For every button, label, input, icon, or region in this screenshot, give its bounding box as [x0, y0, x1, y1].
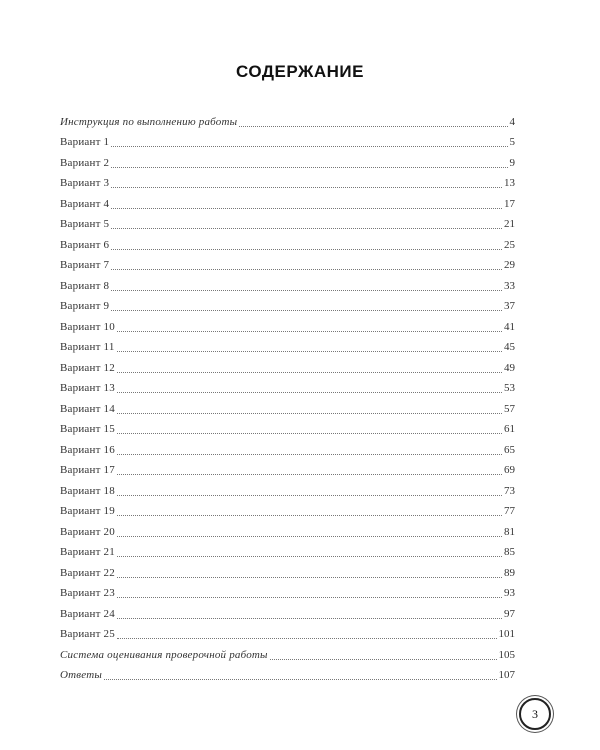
dot-leader	[104, 678, 497, 680]
dot-leader	[239, 125, 507, 127]
dot-leader	[111, 207, 502, 209]
toc-entry-label: Вариант 2	[60, 156, 110, 169]
toc-entry-label: Вариант 25	[60, 628, 115, 640]
toc-entry-label: Вариант 18	[60, 484, 115, 497]
table-of-contents	[60, 108, 515, 682]
toc-entry-page: 61	[504, 423, 515, 435]
toc-entry-page: 93	[504, 587, 515, 599]
dot-leader	[111, 309, 502, 311]
toc-entry-label: Вариант 12	[60, 361, 115, 374]
toc-entry-page: 49	[504, 361, 515, 374]
toc-entry	[60, 498, 515, 519]
toc-entry-page: 77	[504, 505, 515, 517]
toc-entry-label: Вариант 9	[60, 300, 110, 312]
dot-leader	[117, 514, 502, 516]
toc-entry	[60, 518, 515, 539]
toc-entry-page: 57	[504, 402, 515, 415]
dot-leader	[117, 330, 502, 332]
toc-entry-label: Вариант 14	[60, 402, 115, 415]
toc-entry-page: 4	[509, 115, 515, 128]
toc-entry-page: 101	[498, 628, 515, 640]
toc-entry-label: Вариант 4	[60, 197, 110, 210]
toc-entry	[60, 354, 515, 375]
toc-entry	[60, 559, 515, 580]
dot-leader	[111, 289, 502, 291]
toc-entry-label: Вариант 21	[60, 546, 115, 558]
toc-entry	[60, 641, 515, 662]
toc-entry	[60, 662, 515, 683]
page-number: 3	[532, 706, 538, 721]
toc-entry-page: 17	[504, 197, 515, 210]
dot-leader	[117, 371, 502, 373]
toc-entry	[60, 539, 515, 560]
toc-entry	[60, 457, 515, 478]
dot-leader	[111, 186, 502, 188]
toc-entry-label: Вариант 10	[60, 320, 115, 333]
toc-entry	[60, 375, 515, 396]
toc-entry-label: Вариант 20	[60, 525, 115, 538]
toc-entry	[60, 231, 515, 252]
toc-entry-page: 69	[504, 464, 515, 476]
toc-entry-page: 73	[504, 484, 515, 497]
toc-entry-label: Вариант 11	[60, 341, 115, 353]
page-number-badge	[519, 698, 551, 730]
toc-entry-page: 105	[498, 648, 515, 661]
dot-leader	[117, 555, 502, 557]
toc-entry-label: Вариант 7	[60, 259, 110, 271]
toc-entry-page: 107	[498, 669, 515, 681]
toc-entry-page: 29	[504, 259, 515, 271]
toc-entry	[60, 293, 515, 314]
toc-entry	[60, 108, 515, 129]
toc-entry-label: Вариант 22	[60, 566, 115, 579]
toc-entry-label: Инструкция по выполнению работы	[60, 115, 238, 128]
toc-entry-page: 85	[504, 546, 515, 558]
toc-entry-page: 53	[504, 382, 515, 394]
dot-leader	[117, 494, 502, 496]
dot-leader	[111, 145, 507, 147]
toc-entry	[60, 252, 515, 273]
dot-leader	[111, 268, 502, 270]
toc-entry-page: 41	[504, 320, 515, 333]
toc-entry	[60, 190, 515, 211]
toc-entry-label: Вариант 13	[60, 382, 115, 394]
dot-leader	[117, 473, 502, 475]
toc-entry-label: Вариант 23	[60, 587, 115, 599]
toc-entry-page: 5	[509, 136, 515, 148]
toc-entry-page: 13	[504, 177, 515, 189]
toc-entry-label: Вариант 3	[60, 177, 110, 189]
toc-entry	[60, 129, 515, 150]
dot-leader	[117, 391, 502, 393]
dot-leader	[111, 227, 502, 229]
toc-entry	[60, 477, 515, 498]
toc-entry	[60, 580, 515, 601]
toc-entry	[60, 416, 515, 437]
toc-entry-label: Вариант 19	[60, 505, 115, 517]
toc-entry-label: Система оценивания проверочной работы	[60, 648, 268, 661]
dot-leader	[117, 576, 502, 578]
dot-leader	[117, 535, 502, 537]
toc-entry	[60, 621, 515, 642]
toc-entry-label: Вариант 24	[60, 607, 115, 620]
dot-leader	[117, 637, 497, 639]
toc-entry-page: 97	[504, 607, 515, 620]
toc-entry-page: 45	[504, 341, 515, 353]
dot-leader	[117, 432, 502, 434]
toc-entry	[60, 334, 515, 355]
toc-entry	[60, 436, 515, 457]
dot-leader	[270, 658, 497, 660]
toc-entry-page: 25	[504, 238, 515, 251]
dot-leader	[117, 596, 502, 598]
toc-entry-label: Вариант 15	[60, 423, 115, 435]
toc-entry	[60, 272, 515, 293]
toc-entry-page: 65	[504, 443, 515, 456]
dot-leader	[117, 412, 502, 414]
toc-entry-label: Ответы	[60, 669, 102, 681]
toc-entry-page: 89	[504, 566, 515, 579]
toc-entry	[60, 395, 515, 416]
dot-leader	[111, 248, 502, 250]
toc-entry-label: Вариант 5	[60, 218, 110, 230]
toc-entry-page: 81	[504, 525, 515, 538]
toc-entry-page: 33	[504, 279, 515, 292]
toc-entry-page: 21	[504, 218, 515, 230]
toc-entry-page: 37	[504, 300, 515, 312]
toc-entry-label: Вариант 1	[60, 136, 110, 148]
toc-entry	[60, 600, 515, 621]
toc-entry	[60, 313, 515, 334]
toc-entry-label: Вариант 17	[60, 464, 115, 476]
toc-entry-label: Вариант 6	[60, 238, 110, 251]
toc-entry	[60, 211, 515, 232]
dot-leader	[117, 453, 502, 455]
toc-entry-label: Вариант 16	[60, 443, 115, 456]
dot-leader	[117, 350, 502, 352]
toc-entry	[60, 170, 515, 191]
page-title: СОДЕРЖАНИЕ	[236, 62, 364, 82]
dot-leader	[117, 617, 502, 619]
toc-entry-label: Вариант 8	[60, 279, 110, 292]
toc-entry-page: 9	[509, 156, 515, 169]
dot-leader	[111, 166, 507, 168]
toc-entry	[60, 149, 515, 170]
